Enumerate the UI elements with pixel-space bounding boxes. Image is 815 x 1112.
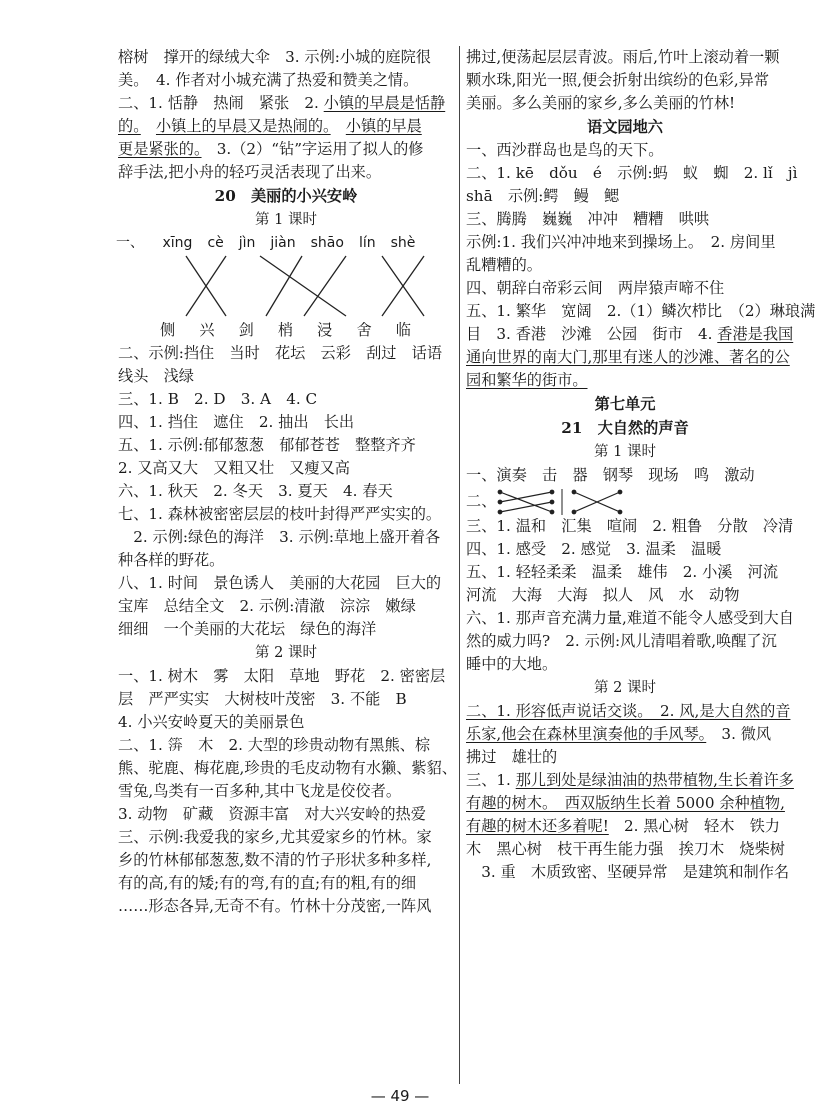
text-span: 二、	[466, 492, 497, 510]
text-line: 3. 重 木质致密、坚硬异常 是建筑和制作名	[466, 863, 790, 881]
text-line	[118, 92, 454, 115]
text-line: 八、1. 时间 景色诱人 美丽的大花园 巨大的	[118, 574, 442, 592]
text-line: 三、1. 温和 汇集 喧闹 2. 粗鲁 分散 冷清	[466, 517, 794, 535]
underlined-answer: 有趣的树木还多着呢!	[466, 817, 609, 835]
underlined-answer: 乐家,他会在森林里演奏他的手风琴。	[466, 725, 707, 743]
text-line: 乡的竹林郁郁葱葱,数不清的竹子形状多种多样,	[118, 851, 432, 869]
character: 临	[395, 321, 411, 339]
text-line: 榕树 撑开的绿绒大伞 3. 示例:小城的庭院很	[118, 48, 431, 66]
text-line	[466, 369, 784, 392]
text-line: 层 严严实实 大树枝叶茂密 3. 不能 B	[118, 690, 407, 708]
lesson-period: 第 2 课时	[594, 680, 656, 696]
text-line: 三、1. B 2. D 3. A 4. C	[118, 390, 318, 408]
underlined-answer: 西双版纳生长着 5000 余种植物,	[549, 794, 785, 812]
text-line: 木 黑心树 枝干再生能力强 挨刀木 烧柴树	[466, 840, 785, 858]
text-span: 目 3. 香港 沙滩 公园 街市 4.	[466, 325, 718, 343]
text-line: 拂过,便荡起层层青波。雨后,竹叶上滚动着一颗	[466, 48, 780, 66]
character: 梢	[277, 321, 294, 339]
pinyin: lín	[358, 235, 376, 251]
text-line: 3. 动物 矿藏 资源丰富 对大兴安岭的热爱	[118, 805, 426, 823]
text-line: 熊、驼鹿、梅花鹿,珍贵的毛皮动物有水獭、紫貂、	[118, 759, 457, 777]
underlined-answer: 是大自然的音	[699, 702, 791, 720]
text-line: 雪兔,鸟类有一百多种,其中飞龙是佼佼者。	[118, 782, 402, 800]
underlined-answer: 二、1. 形容低声说话交谈。 2. 风,	[466, 702, 700, 720]
text-line: 三、腾腾 巍巍 冲冲 糟糟 哄哄	[466, 210, 709, 228]
text-line: ……形态各异,无奇不有。竹林十分茂密,一阵风	[118, 897, 432, 915]
character-row	[118, 318, 423, 342]
text-line: 细细 一个美丽的大花坛 绿色的海洋	[118, 620, 377, 638]
text-line: 河流 大海 大海 拟人 风 水 动物	[466, 586, 740, 604]
character: 舍	[356, 321, 372, 339]
text-line: 三、示例:我爱我的家乡,尤其爱家乡的竹林。家	[118, 828, 432, 846]
text-line	[118, 138, 454, 161]
pinyin: shāo	[310, 235, 344, 251]
lesson-title: 20 美丽的小兴安岭	[214, 187, 358, 205]
text-span: 2. 黑心树 轻木 铁力	[608, 817, 780, 835]
unit-title: 第七单元	[594, 395, 656, 413]
text-line: 二、示例:挡住 当时 花坛 云彩 刮过 话语	[118, 344, 443, 362]
underlined-answer: 通向世界的南大门,那里有迷人的沙滩、著名的公	[466, 348, 790, 366]
underlined-answer: 更是紧张的。	[118, 140, 202, 158]
pinyin: shè	[390, 235, 416, 251]
text-line: 五、1. 轻轻柔柔 温柔 雄伟 2. 小溪 河流	[466, 563, 779, 581]
section-title: 语文园地六	[587, 118, 663, 136]
text-line: 4. 小兴安岭夏天的美丽景色	[118, 713, 305, 731]
column-divider	[459, 46, 460, 1084]
character: 浸	[317, 321, 333, 339]
text-line: shā 示例:鳄 鳗 鳃	[466, 187, 620, 205]
text-line: 五、1. 繁华 宽阔 2.（1）鳞次栉比 （2）琳琅满	[466, 302, 815, 320]
text-line: 拂过 雄壮的	[466, 748, 558, 766]
text-line: 一、1. 树木 雾 太阳 草地 野花 2. 密密层	[118, 667, 446, 685]
matching-diagram-icon	[496, 489, 626, 515]
underlined-answer: 园和繁华的街市。	[466, 371, 588, 389]
pinyin: jiàn	[270, 235, 296, 251]
text-span: 3. 微风	[706, 725, 772, 743]
underlined-answer: 那儿到处是绿油油的热带植物,生长着许多	[515, 771, 794, 789]
matching-lines-icon	[178, 254, 448, 318]
text-line: 2. 示例:绿色的海洋 3. 示例:草地上盛开着各	[118, 528, 441, 546]
pinyin-row	[118, 232, 423, 254]
character: 侧	[160, 321, 176, 339]
lesson-title: 21 大自然的声音	[561, 419, 689, 437]
text-line: 2. 又高又大 又粗又壮 又瘦又高	[118, 459, 350, 477]
character: 兴	[199, 321, 215, 339]
pinyin: cè	[207, 235, 224, 251]
underlined-answer: 小镇的早晨	[345, 117, 422, 135]
right-column	[466, 46, 815, 884]
text-span: 二、1. 恬静 热闹 紧张 2.	[118, 94, 324, 112]
text-line: 示例:1. 我们兴冲冲地来到操场上。 2. 房间里	[466, 233, 776, 251]
text-line: 六、1. 那声音充满力量,难道不能令人感受到大自	[466, 609, 794, 627]
page-number: — 49 —	[370, 1087, 430, 1105]
character: 剑	[238, 321, 254, 339]
text-line	[466, 323, 794, 346]
text-line: 颗水珠,阳光一照,便会折射出缤纷的色彩,异常	[466, 71, 770, 89]
text-line	[466, 487, 784, 515]
text-line: 然的威力吗? 2. 示例:风儿清唱着歌,唤醒了沉	[466, 632, 777, 650]
text-line: 有的高,有的矮;有的弯,有的直;有的粗,有的细	[118, 874, 417, 892]
text-line: 线头 浅绿	[118, 367, 194, 385]
text-line: 七、1. 森林被密密层层的枝叶封得严严实实的。	[118, 505, 442, 523]
matching-lines	[118, 254, 454, 318]
text-line	[466, 815, 784, 838]
text-line	[466, 792, 784, 815]
text-line: 美。 4. 作者对小城充满了热爱和赞美之情。	[118, 71, 419, 89]
pinyin-prefix: 一、	[116, 235, 144, 251]
text-line: 二、1. 𥮓 木 2. 大型的珍贵动物有黑熊、棕	[118, 736, 431, 754]
text-line: 四、1. 挡住 遮住 2. 抽出 长出	[118, 413, 355, 431]
pinyin: jìn	[238, 235, 256, 251]
text-span: 三、1.	[466, 771, 516, 789]
underlined-answer: 有趣的树木。	[466, 794, 550, 812]
text-line	[466, 700, 791, 723]
lesson-period: 第 1 课时	[594, 444, 656, 460]
underlined-answer: 的。	[118, 117, 141, 135]
text-line: 宝库 总结全文 2. 示例:清澈 淙淙 嫩绿	[118, 597, 416, 615]
text-line	[466, 723, 784, 746]
text-line: 辞手法,把小舟的轻巧灵活表现了出来。	[118, 163, 382, 181]
text-span: 3.（2）“钻”字运用了拟人的修	[201, 140, 424, 158]
text-line: 五、1. 示例:郁郁葱葱 郁郁苍苍 整整齐齐	[118, 436, 416, 454]
pinyin: xīng	[162, 235, 193, 251]
underlined-answer: 香港是我国	[717, 325, 794, 343]
text-line: 乱糟糟的。	[466, 256, 542, 274]
text-line: 睡中的大地。	[466, 655, 558, 673]
lesson-period: 第 1 课时	[255, 212, 317, 228]
text-line	[118, 115, 454, 138]
text-line	[466, 769, 794, 792]
text-line: 四、1. 感受 2. 感觉 3. 温柔 温暖	[466, 540, 722, 558]
text-line: 六、1. 秋天 2. 冬天 3. 夏天 4. 春天	[118, 482, 393, 500]
text-line: 一、西沙群岛也是鸟的天下。	[466, 141, 664, 159]
underlined-answer: 小镇上的早晨又是热闹的。	[155, 117, 331, 135]
left-column	[116, 46, 457, 918]
text-line: 美丽。多么美丽的家乡,多么美丽的竹林!	[466, 94, 736, 112]
underlined-answer: 小镇的早晨是恬静	[323, 94, 446, 112]
text-line: 四、朝辞白帝彩云间 两岸猿声啼不住	[466, 279, 725, 297]
text-line: 二、1. kē dǒu é 示例:蚂 蚁 蜘 2. lǐ jì	[466, 164, 798, 182]
text-line: 一、演奏 击 器 钢琴 现场 鸣 激动	[466, 466, 755, 484]
text-line: 种各样的野花。	[118, 551, 225, 569]
lesson-period: 第 2 课时	[255, 645, 317, 661]
